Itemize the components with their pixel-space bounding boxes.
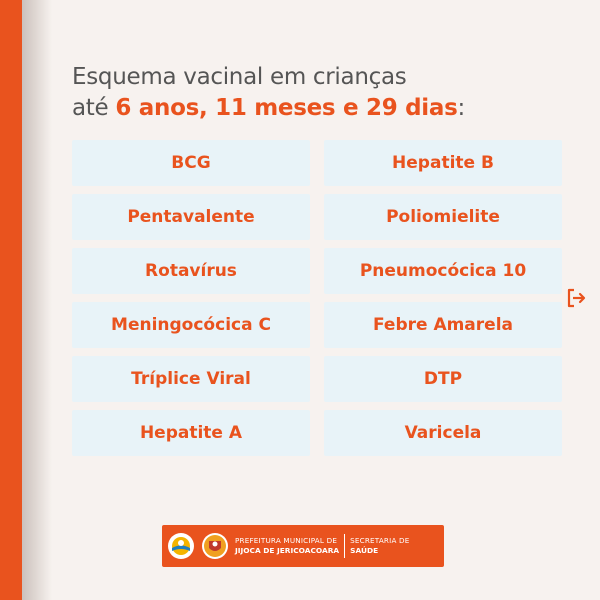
vaccine-cell: DTP [324, 356, 562, 402]
vaccine-cell: Varicela [324, 410, 562, 456]
footer-logo-bar [162, 525, 444, 567]
title-suffix: : [457, 95, 465, 121]
title-prefix: até [72, 95, 116, 121]
footer-divider [344, 534, 345, 558]
dept-line-2: SAÚDE [350, 546, 379, 555]
title-line-2 [72, 93, 552, 124]
org-line-1: PREFEITURA MUNICIPAL DE [235, 536, 338, 545]
vaccine-cell: Hepatite B [324, 140, 562, 186]
exit-arrow-icon[interactable] [566, 287, 588, 309]
city-seal-icon [168, 533, 194, 559]
vaccine-cell: Poliomielite [324, 194, 562, 240]
vaccine-cell: Meningocócica C [72, 302, 310, 348]
page-title [72, 62, 552, 124]
title-highlight: 6 anos, 11 meses e 29 dias [115, 95, 458, 121]
city-crest-icon [200, 531, 230, 561]
vaccine-cell: Rotavírus [72, 248, 310, 294]
org-name [235, 536, 339, 556]
vaccine-cell: Febre Amarela [324, 302, 562, 348]
stripe-shadow [22, 0, 52, 600]
vaccine-cell: Pentavalente [72, 194, 310, 240]
vaccine-cell: BCG [72, 140, 310, 186]
dept-line-1: SECRETARIA DE [350, 536, 410, 545]
vaccine-cell: Pneumocócica 10 [324, 248, 562, 294]
department-name [350, 536, 409, 556]
org-line-2: JIJOCA DE JERICOACOARA [235, 546, 340, 555]
vaccine-cell: Hepatite A [72, 410, 310, 456]
vaccine-grid [72, 140, 562, 456]
vaccine-cell: Tríplice Viral [72, 356, 310, 402]
left-accent-stripe [0, 0, 22, 600]
title-line-1: Esquema vacinal em crianças [72, 64, 407, 90]
